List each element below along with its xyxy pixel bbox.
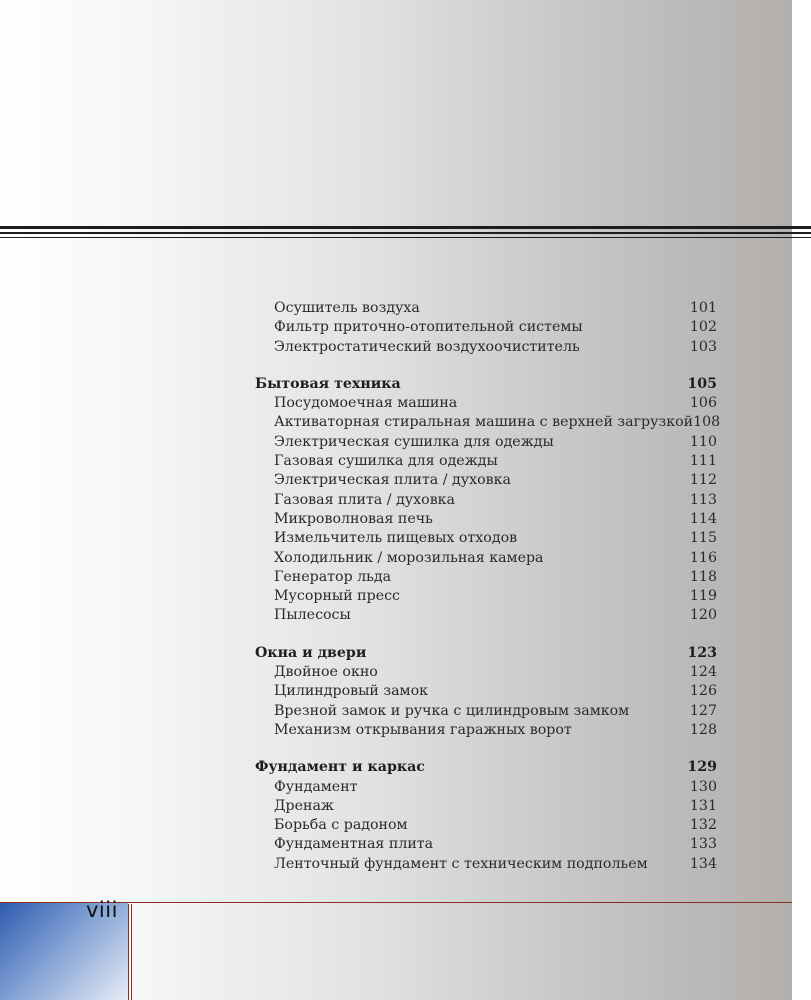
toc-heading-page: 129 — [687, 759, 717, 776]
toc-entry-page: 102 — [689, 319, 717, 336]
toc-entry — [255, 491, 717, 510]
toc-entry-title: Дренаж — [274, 797, 334, 814]
toc-entry-page: 112 — [689, 472, 717, 489]
toc-entry-page: 108 — [693, 414, 721, 431]
toc-entry-title: Фундаментная плита — [274, 836, 434, 853]
toc-entry-title: Ленточный фундамент с техническим подпольем — [274, 855, 648, 872]
toc-heading — [255, 375, 717, 394]
toc-entry — [255, 606, 717, 625]
toc-entry — [255, 338, 717, 357]
toc-entry — [255, 394, 717, 413]
toc-entry-page: 130 — [689, 778, 717, 795]
toc-heading-title: Фундамент и каркас — [255, 759, 425, 776]
toc-entry — [255, 549, 717, 568]
toc-entry-page: 127 — [689, 702, 717, 719]
toc-entry-title: Электростатический воздухоочиститель — [274, 338, 580, 355]
page-edge — [792, 0, 811, 1000]
toc-entry — [255, 721, 717, 740]
toc-entry-page: 114 — [689, 510, 717, 527]
header-rule-thin — [0, 237, 811, 238]
toc-entry — [255, 778, 717, 797]
toc-section — [255, 644, 717, 740]
toc-entry-page: 132 — [689, 817, 717, 834]
toc-entry — [255, 797, 717, 816]
toc-entry — [255, 855, 717, 874]
toc-heading-page: 123 — [687, 644, 717, 661]
toc-entry — [255, 471, 717, 490]
toc-entry — [255, 510, 717, 529]
toc-entry — [255, 318, 717, 337]
toc-entry-page: 128 — [689, 721, 717, 738]
toc-entry-title: Электрическая плита / духовка — [274, 472, 511, 489]
toc-section — [255, 375, 721, 626]
toc-entry-title: Пылесосы — [274, 607, 351, 624]
toc-entry-page: 134 — [689, 855, 717, 872]
toc-entry-page: 101 — [689, 300, 717, 316]
toc-entry-page: 115 — [689, 530, 717, 547]
toc-entry-page: 111 — [689, 453, 717, 470]
toc-entry-title: Генератор льда — [274, 568, 392, 585]
toc-entry-title: Цилиндровый замок — [274, 683, 428, 700]
toc-entry-title: Микроволновая печь — [274, 510, 433, 527]
toc-heading-page: 105 — [687, 375, 717, 392]
toc-entry — [255, 529, 717, 548]
toc-entry-title: Фильтр приточно-отопительной системы — [274, 319, 583, 336]
toc-entry-title: Борьба с радоном — [274, 817, 408, 834]
toc-entry — [255, 433, 717, 452]
toc-entry-page: 116 — [689, 549, 717, 566]
toc-entry-title: Мусорный пресс — [274, 588, 400, 605]
toc-entry-page: 133 — [689, 836, 717, 853]
toc-entry — [255, 413, 721, 432]
toc-entry-page: 110 — [689, 433, 717, 450]
toc-entry — [255, 835, 717, 854]
toc-entry — [255, 702, 717, 721]
toc-entry-title: Механизм открывания гаражных ворот — [274, 721, 572, 738]
toc-entry-title: Газовая плита / духовка — [274, 491, 456, 508]
toc-heading — [255, 644, 717, 663]
toc-heading-title: Бытовая техника — [255, 375, 401, 392]
toc-entry — [255, 816, 717, 835]
toc-entry — [255, 587, 717, 606]
toc-entry-page: 113 — [689, 491, 717, 508]
footer-vertical-rule — [128, 904, 129, 1000]
header-rule-medium — [0, 232, 811, 234]
toc-entry-page: 126 — [689, 683, 717, 700]
toc-entry-title: Осушитель воздуха — [274, 300, 420, 316]
page-number: viii — [86, 898, 118, 922]
toc-entry-page: 124 — [689, 664, 717, 681]
toc-entry-title: Газовая сушилка для одежды — [274, 453, 498, 470]
toc-heading-title: Окна и двери — [255, 644, 367, 661]
toc-entry-page: 119 — [689, 588, 717, 605]
toc-entry-page: 103 — [689, 338, 717, 355]
toc-entry-title: Посудомоечная машина — [274, 395, 458, 412]
toc-entry — [255, 663, 717, 682]
toc-heading — [255, 758, 717, 777]
toc-entry — [255, 299, 717, 318]
toc-entry-title: Двойное окно — [274, 664, 378, 681]
toc-entry-title: Активаторная стиральная машина с верхней загрузкой — [274, 414, 694, 431]
toc-entry-page: 120 — [689, 607, 717, 624]
toc-entry-page: 131 — [689, 797, 717, 814]
footer-vertical-rule — [131, 904, 132, 1000]
toc-entry-title: Фундамент — [274, 778, 358, 795]
toc-entry-title: Врезной замок и ручка с цилиндровым замком — [274, 702, 630, 719]
footer-rule — [0, 902, 792, 903]
toc-entry — [255, 682, 717, 701]
toc-entry — [255, 452, 717, 471]
header-rule-thick — [0, 226, 811, 229]
toc-entry-title: Измельчитель пищевых отходов — [274, 530, 518, 547]
toc-section — [255, 758, 717, 874]
toc-entry-page: 118 — [689, 568, 717, 585]
toc-entry-title: Холодильник / морозильная камера — [274, 549, 544, 566]
toc-section — [255, 299, 717, 357]
toc-entry-title: Электрическая сушилка для одежды — [274, 433, 554, 450]
toc-entry-page: 106 — [689, 395, 717, 412]
toc-entry — [255, 568, 717, 587]
table-of-contents — [255, 299, 721, 874]
